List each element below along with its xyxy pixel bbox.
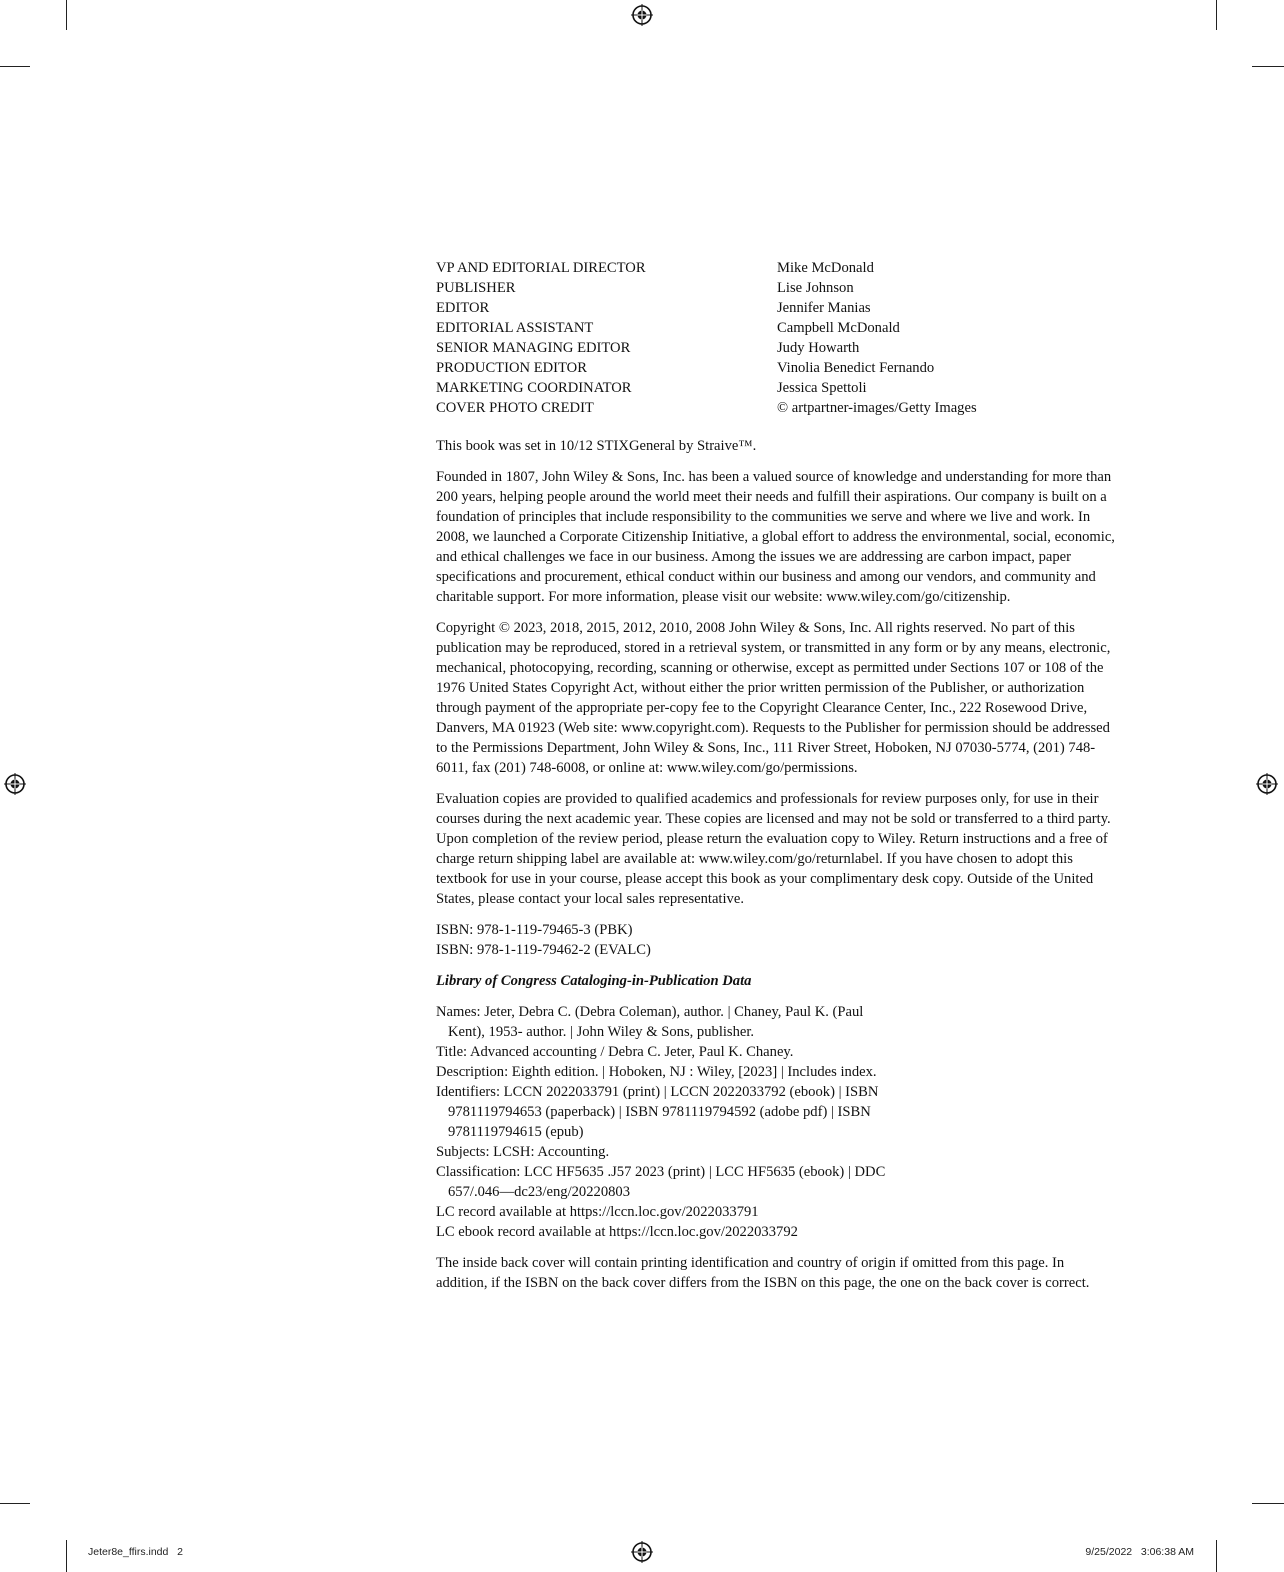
registration-mark-icon xyxy=(631,1541,653,1563)
credit-name: Judy Howarth xyxy=(777,340,860,356)
crop-mark-bottom-right-horizontal xyxy=(1252,1503,1284,1504)
credit-name: © artpartner-images/Getty Images xyxy=(777,400,977,416)
slug-timestamp: 9/25/2022 3:06:38 AM xyxy=(1085,1546,1194,1558)
crop-mark-top-left-vertical xyxy=(66,0,67,30)
isbn-line: ISBN: 978-1-119-79465-3 (PBK) xyxy=(436,922,633,938)
lc-entry: LC record available at https://lccn.loc.gov/2022033791 xyxy=(436,1204,759,1220)
credit-role: EDITOR xyxy=(436,300,490,316)
credit-role: COVER PHOTO CREDIT xyxy=(436,400,594,416)
crop-mark-bottom-right-vertical xyxy=(1216,1540,1217,1572)
closing-paragraph: The inside back cover will contain printing identification and country of origin if omitted from this page. In addition, if the ISBN on the back cover differs from the ISBN on this page, the one on the back cover is correct. xyxy=(436,1255,1090,1291)
credit-name: Jennifer Manias xyxy=(777,300,871,316)
credit-name: Lise Johnson xyxy=(777,280,854,296)
registration-mark-icon xyxy=(4,773,26,795)
credit-role: PRODUCTION EDITOR xyxy=(436,360,587,376)
credits-list xyxy=(436,258,1116,418)
lc-entry: Subjects: LCSH: Accounting. xyxy=(436,1144,610,1160)
registration-mark-icon xyxy=(631,4,653,26)
copyright-paragraph: Copyright © 2023, 2018, 2015, 2012, 2010, 2008 John Wiley & Sons, Inc. All rights reserved. No part of this publication may be reproduced, stored in a retrieval system, or transmitted in any form or by any means, electronic, mechanical, photocopying, recording, scanning or otherwise, except as permitted under Sections 107 or 108 of the 1976 United States Copyright Act, without either the prior written permission of the Publisher, or authorization through payment of the appropriate per-copy fee to the Copyright Clearance Center, Inc., 222 Rosewood Drive, Danvers, MA 01923 (Web site: www.copyright.com). Requests to the Publisher for permission should be addressed to the Permissions Department, John Wiley & Sons, Inc., 111 River Street, Hoboken, NJ 07030-5774, (201) 748-6011, fax (201) 748-6008, or online at: www.wiley.com/go/permissions. xyxy=(436,620,1111,776)
credit-name: Campbell McDonald xyxy=(777,320,900,336)
evaluation-paragraph: Evaluation copies are provided to qualified academics and professionals for review purposes only, for use in their courses during the next academic year. These copies are licensed and may not be sold or transferred to a third party. Upon completion of the review period, please return the evaluation copy to Wiley. Return instructions and a free of charge return shipping label are available at: www.wiley.com/go/returnlabel. If you have chosen to adopt this textbook for use in your course, please accept this book as your complimentary desk copy. Outside of the United States, please contact your local sales representative. xyxy=(436,791,1111,907)
credit-name: Mike McDonald xyxy=(777,260,874,276)
lc-entry: Names: Jeter, Debra C. (Debra Coleman), author. | Chaney, Paul K. (Paul Kent), 1953- author. | John Wiley & Sons, publisher. xyxy=(436,1004,864,1040)
isbn-line: ISBN: 978-1-119-79462-2 (EVALC) xyxy=(436,942,651,958)
credit-role: SENIOR MANAGING EDITOR xyxy=(436,340,631,356)
lc-heading: Library of Congress Cataloging-in-Publication Data xyxy=(436,973,752,989)
crop-mark-top-right-horizontal xyxy=(1252,66,1284,67)
crop-mark-top-right-vertical xyxy=(1216,0,1217,30)
credit-name: Jessica Spettoli xyxy=(777,380,867,396)
lc-entry: Description: Eighth edition. | Hoboken, NJ : Wiley, [2023] | Includes index. xyxy=(436,1064,877,1080)
credit-role: MARKETING COORDINATOR xyxy=(436,380,632,396)
crop-mark-bottom-left-vertical xyxy=(66,1540,67,1572)
registration-mark-icon xyxy=(1256,773,1278,795)
lc-entry: Classification: LCC HF5635 .J57 2023 (print) | LCC HF5635 (ebook) | DDC 657/.046—dc23/eng/20220803 xyxy=(436,1164,886,1200)
lc-catalog-data xyxy=(436,1002,896,1242)
lc-entry: Identifiers: LCCN 2022033791 (print) | LCCN 2022033792 (ebook) | ISBN 9781119794653 (paperback) | ISBN 9781119794592 (adobe pdf) | ISBN 9781119794615 (epub) xyxy=(436,1084,879,1140)
credit-role: EDITORIAL ASSISTANT xyxy=(436,320,594,336)
lc-entry: LC ebook record available at https://lccn.loc.gov/2022033792 xyxy=(436,1224,798,1240)
credit-role: VP AND EDITORIAL DIRECTOR xyxy=(436,260,646,276)
isbn-list xyxy=(436,920,1116,960)
copyright-page-content xyxy=(436,258,1116,1293)
credit-name: Vinolia Benedict Fernando xyxy=(777,360,935,376)
crop-mark-top-left-horizontal xyxy=(0,66,30,67)
lc-entry: Title: Advanced accounting / Debra C. Jeter, Paul K. Chaney. xyxy=(436,1044,794,1060)
credit-role: PUBLISHER xyxy=(436,280,516,296)
founded-paragraph: Founded in 1807, John Wiley & Sons, Inc. has been a valued source of knowledge and understanding for more than 200 years, helping people around the world meet their needs and fulfill their aspirations. Our company is built on a foundation of principles that include responsibility to the communities we serve and where we live and work. In 2008, we launched a Corporate Citizenship Initiative, a global effort to address the environmental, social, economic, and ethical challenges we face in our business. Among the issues we are addressing are carbon impact, paper specifications and procurement, ethical conduct within our business and among our vendors, and community and charitable support. For more information, please visit our website: www.wiley.com/go/citizenship. xyxy=(436,469,1115,605)
typeset-note: This book was set in 10/12 STIXGeneral by Straive™. xyxy=(436,438,757,454)
crop-mark-bottom-left-horizontal xyxy=(0,1503,30,1504)
slug-filename: Jeter8e_ffirs.indd 2 xyxy=(88,1546,183,1558)
